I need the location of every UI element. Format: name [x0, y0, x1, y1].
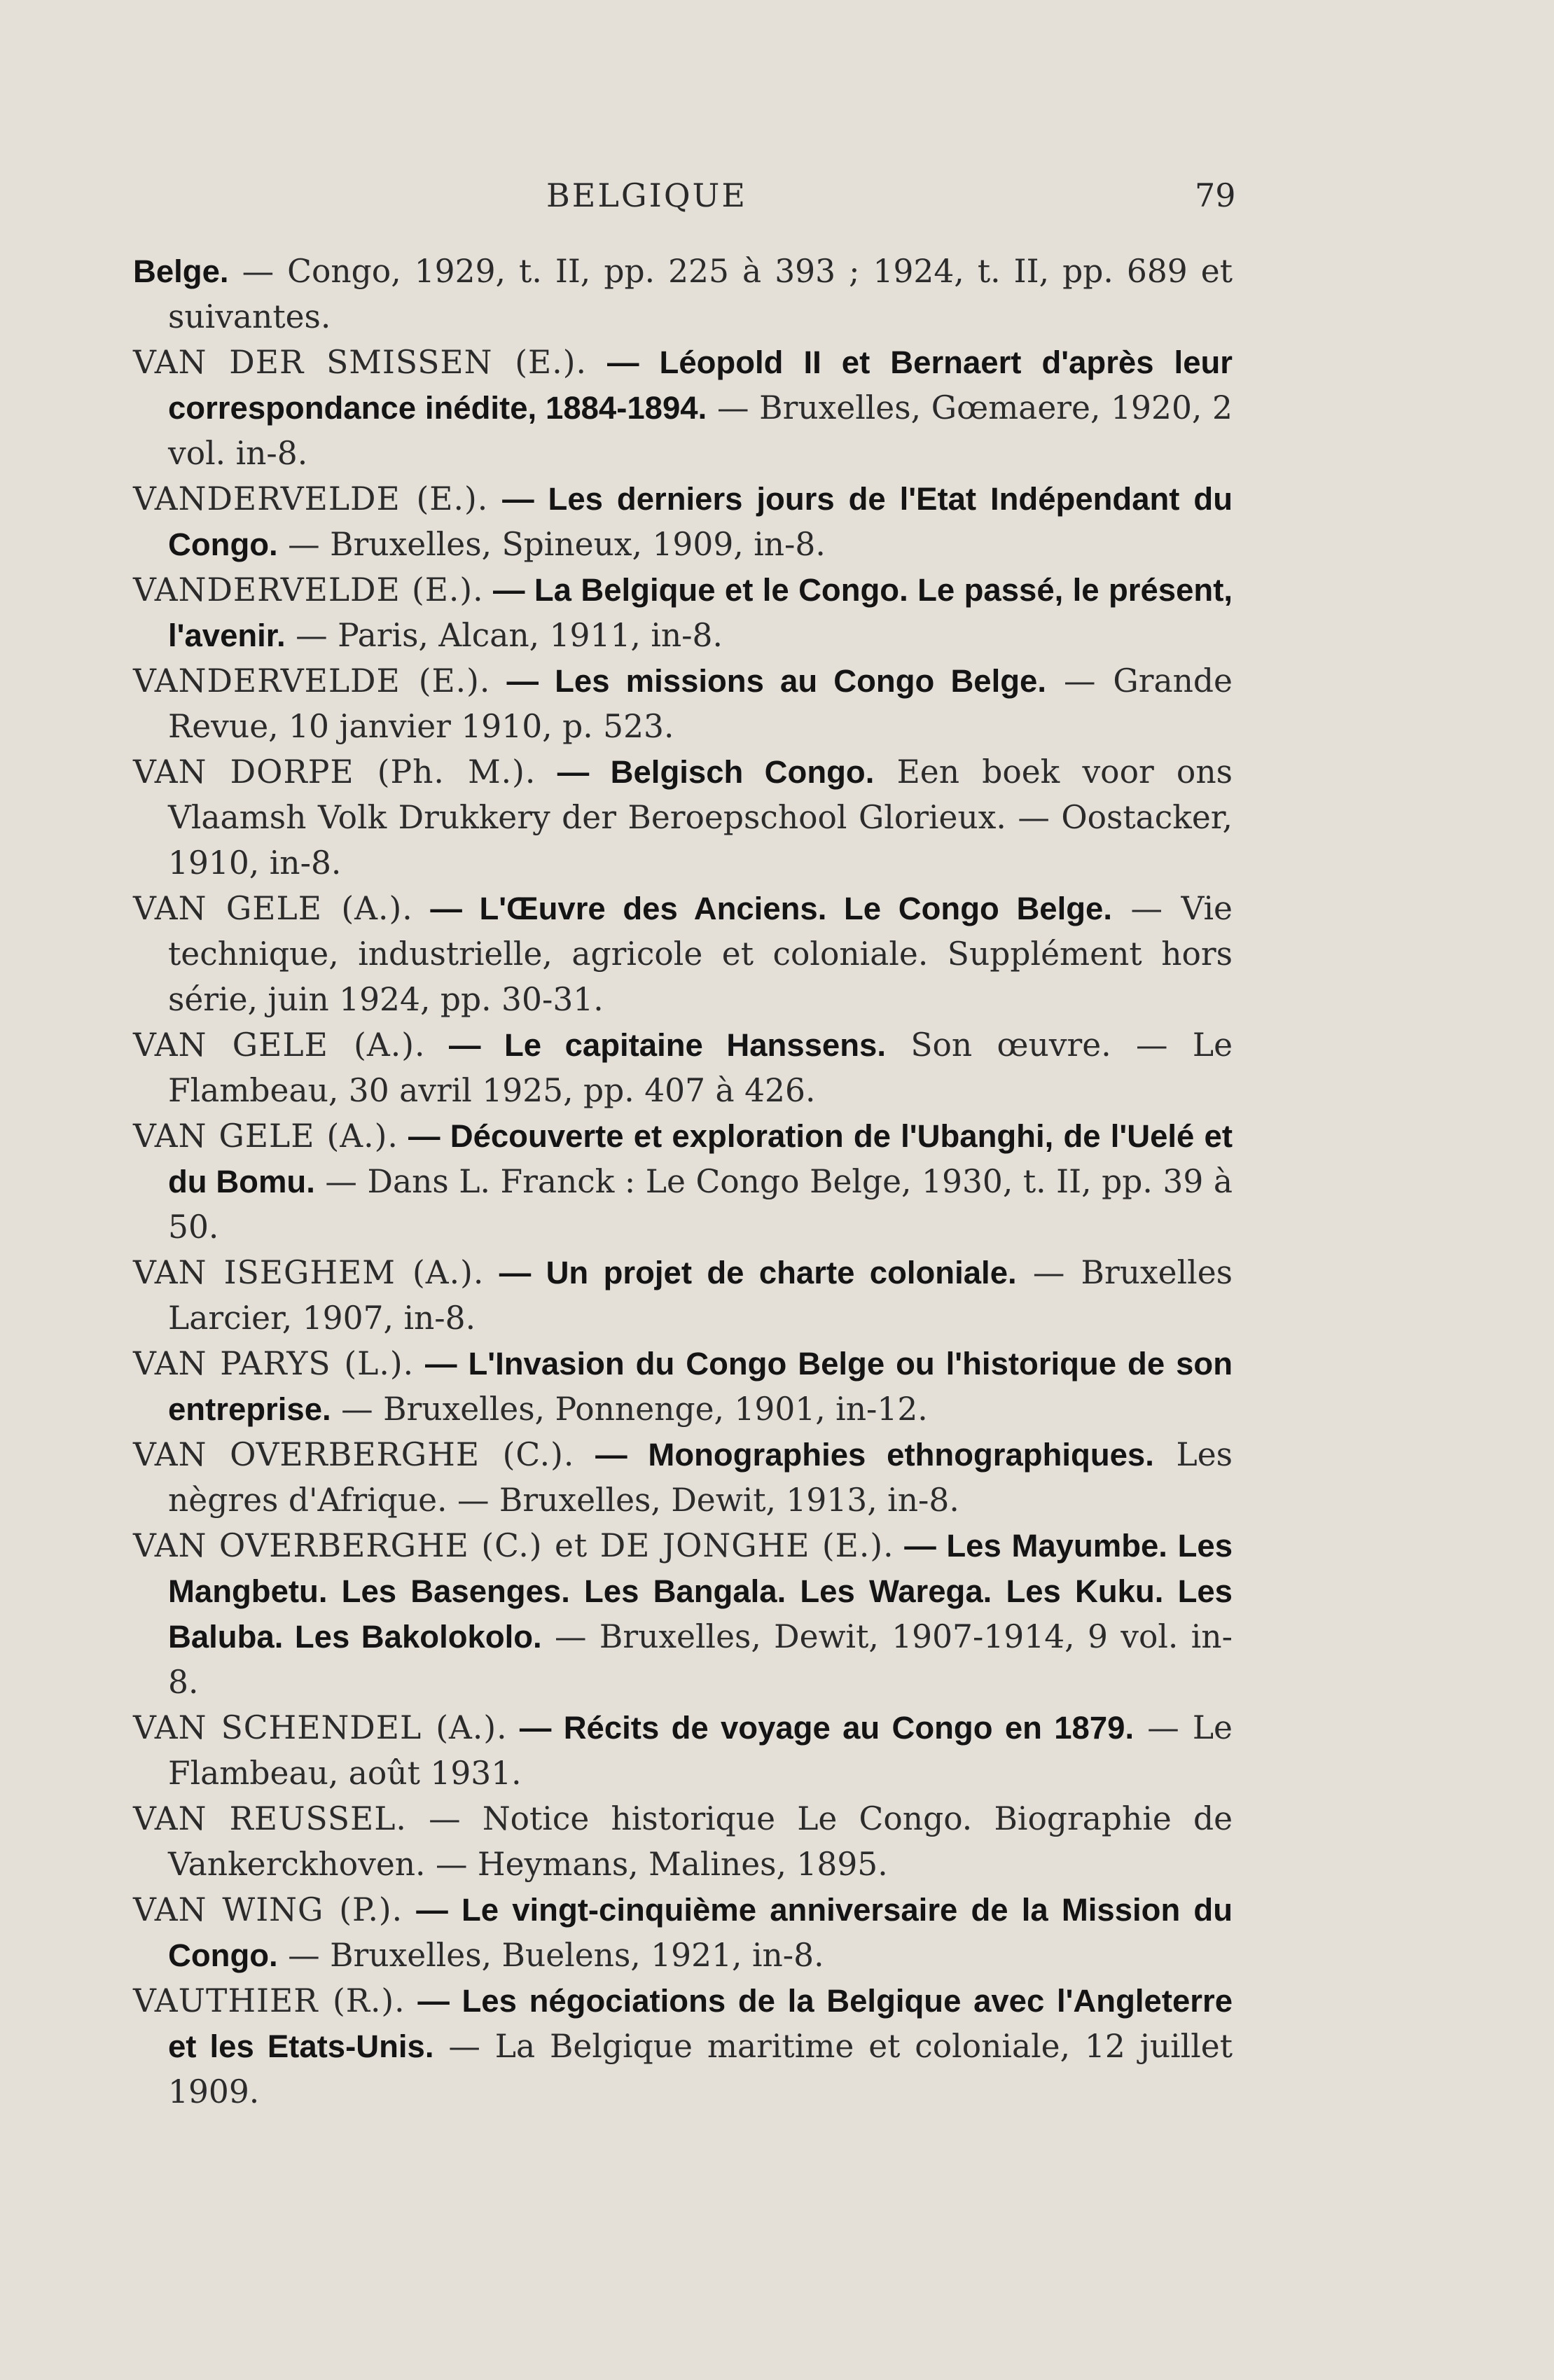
entry-title: — Les missions au Congo Belge. [490, 663, 1046, 699]
entry-author: VAN GELE (A.). [133, 890, 413, 927]
entry-author: VAUTHIER (R.). [133, 1982, 405, 2019]
entry-author: VAN DER SMISSEN (E.). [133, 344, 587, 381]
bibliography-entry [133, 1796, 1233, 1887]
entry-title: — Récits de voyage au Congo en 1879. [507, 1710, 1135, 1746]
entry-title: — Les derniers jours de l'Etat Indépendant du Congo. [168, 481, 1233, 562]
entry-author: VANDERVELDE (E.). [133, 662, 491, 700]
bibliography-entry [133, 1432, 1233, 1523]
bibliography-entry [133, 567, 1233, 658]
entry-title: — Le capitaine Hanssens. [425, 1027, 886, 1063]
bibliography-entry [133, 658, 1233, 749]
entry-title: Belge. [133, 253, 229, 289]
bibliography-entry [133, 1523, 1233, 1705]
entry-author: VAN SCHENDEL (A.). [133, 1709, 508, 1746]
entry-publication: — Congo, 1929, t. II, pp. 225 à 393 ; 1924, t. II, pp. 689 et suivantes. [168, 253, 1233, 335]
bibliography-entry [133, 1250, 1233, 1341]
entry-publication: — Notice historique Le Congo. Biographie de Vankerckhoven. — Heymans, Malines, 1895. [168, 1800, 1233, 1883]
entry-title: — L'Invasion du Congo Belge ou l'historique de son entreprise. [168, 1346, 1233, 1427]
bibliography-entry [133, 1705, 1233, 1796]
entry-author: VAN OVERBERGHE (C.). [133, 1436, 575, 1473]
entry-title: — Les négociations de la Belgique avec l'Angleterre et les Etats-Unis. [168, 1983, 1233, 2064]
entry-author: VANDERVELDE (E.). [133, 571, 484, 608]
bibliography-entry [133, 340, 1233, 476]
running-title: BELGIQUE [546, 176, 747, 214]
bibliography-entry [133, 749, 1233, 886]
entry-publication: — Bruxelles, Ponnenge, 1901, in-12. [331, 1391, 928, 1428]
entry-publication: — Vie technique, industrielle, agricole et coloniale. Supplément hors série, juin 1924, pp. 30-31. [168, 890, 1233, 1018]
entry-author: VAN OVERBERGHE (C.) et DE JONGHE (E.). [133, 1527, 894, 1564]
bibliography-entry [133, 1022, 1233, 1113]
page-header [0, 176, 1554, 218]
entry-publication: Les nègres d'Afrique. — Bruxelles, Dewit, 1913, in-8. [168, 1436, 1233, 1519]
entry-publication: — Le Flambeau, août 1931. [168, 1709, 1233, 1792]
page-number: 79 [1195, 176, 1236, 214]
bibliography-entry [133, 1113, 1233, 1250]
bibliography-entry [133, 1887, 1233, 1978]
entry-title: — Les Mayumbe. Les Mangbetu. Les Basenges. Les Bangala. Les Warega. Les Kuku. Les Baluba. Les Bakolokolo. [168, 1528, 1233, 1655]
bibliography-entry [133, 1978, 1233, 2115]
entry-author: VAN PARYS (L.). [133, 1345, 415, 1382]
entry-publication: — Dans L. Franck : Le Congo Belge, 1930, t. II, pp. 39 à 50. [168, 1163, 1233, 1246]
entry-author: VAN DORPE (Ph. M.). [133, 753, 536, 791]
bibliography-entry [133, 476, 1233, 567]
entry-publication: — Bruxelles, Gœmaere, 1920, 2 vol. in-8. [168, 389, 1233, 472]
entry-title: — Belgisch Congo. [536, 754, 875, 790]
entry-author: VANDERVELDE (E.). [133, 480, 489, 517]
entry-title: — L'Œuvre des Anciens. Le Congo Belge. [412, 891, 1112, 926]
bibliography-entry [133, 886, 1233, 1022]
entry-author: VAN GELE (A.). [133, 1027, 426, 1064]
entry-author: VAN WING (P.). [133, 1891, 403, 1928]
entry-publication: — La Belgique maritime et coloniale, 12 juillet 1909. [168, 2028, 1233, 2110]
entry-author: VAN ISEGHEM (A.). [133, 1254, 485, 1291]
entry-title: — Découverte et exploration de l'Ubanghi, de l'Uelé et du Bomu. [168, 1118, 1233, 1199]
entry-title: — Monographies ethnographiques. [574, 1437, 1154, 1473]
entry-publication: — Bruxelles, Buelens, 1921, in-8. [277, 1937, 824, 1974]
entry-title: — Le vingt-cinquième anniversaire de la Mission du Congo. [168, 1892, 1233, 1973]
entry-publication: — Bruxelles, Spineux, 1909, in-8. [277, 526, 826, 563]
entry-author: VAN GELE (A.). [133, 1118, 398, 1155]
bibliography-entry [133, 1341, 1233, 1432]
entry-title: — La Belgique et le Congo. Le passé, le présent, l'avenir. [168, 572, 1233, 653]
entry-publication: — Bruxelles Larcier, 1907, in-8. [168, 1254, 1233, 1337]
bibliography-entry [133, 249, 1233, 340]
entry-publication: — Bruxelles, Dewit, 1907-1914, 9 vol. in-8. [168, 1618, 1233, 1701]
entry-title: — Un projet de charte coloniale. [484, 1255, 1017, 1290]
entry-author: VAN REUSSEL. [133, 1800, 407, 1837]
entry-publication: Een boek voor ons Vlaamsh Volk Drukkery der Beroepschool Glorieux. — Oostacker, 1910, in-8. [168, 753, 1233, 882]
entry-publication: Son œuvre. — Le Flambeau, 30 avril 1925, pp. 407 à 426. [168, 1027, 1233, 1109]
bibliography-list [133, 249, 1233, 2115]
entry-title: — Léopold II et Bernaert d'après leur correspondance inédite, 1884-1894. [168, 345, 1233, 426]
entry-publication: — Grande Revue, 10 janvier 1910, p. 523. [168, 662, 1233, 745]
entry-publication: — Paris, Alcan, 1911, in-8. [285, 617, 723, 654]
